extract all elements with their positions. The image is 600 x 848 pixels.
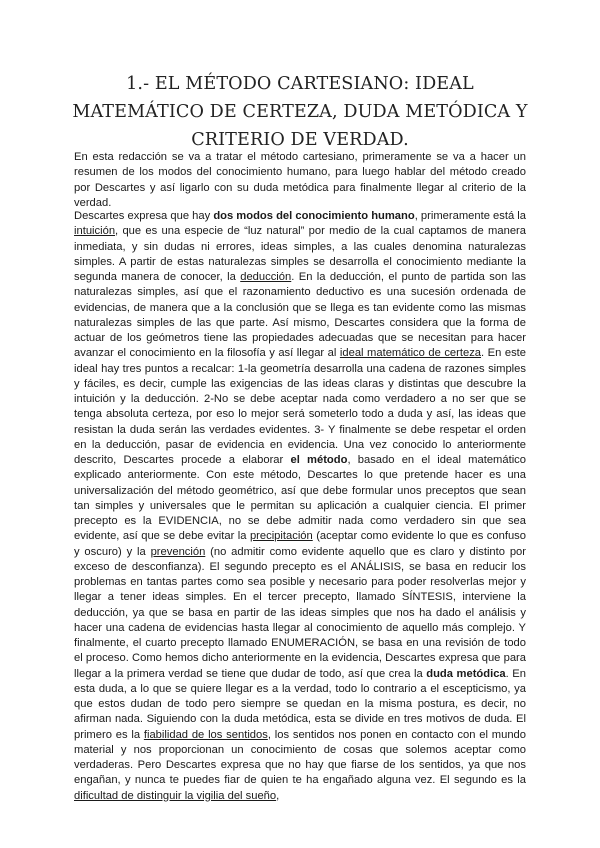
text-run: , los sentidos nos ponen en contacto con el mundo material y nos proporcionan un conocimiento de cosas que solemos aceptar como verdaderas. Pero Descartes expresa que no hay que fiarse de los sentidos, ya que nos engañan, y nunca te puedes fiar de quien te ha engañado alguna vez. El segundo es la <box>74 728 526 787</box>
underlined-term-ideal: ideal matemático de certeza <box>339 347 482 360</box>
underlined-term-precipitacion: precipitación <box>249 530 313 543</box>
text-run: , que es una especie de “luz natural” por medio de la cual captamos de manera inmediata, y sin dudas ni errores, ideas simples, a las cuales denomina naturalezas simples. A partir de estas naturalezas simples se desarrolla el conocimiento mediante la segunda manera de conocer, la <box>74 225 526 283</box>
text-run: . En este ideal hay tres puntos a recalcar: 1-la geometría desarrolla una cadena de razones simples y fáciles, es decir, cumple las exigencias de las ideas claras y distintas que descubre la intuición y la deducción. 2-No se debe aceptar nada como verdadero a no ser que se tenga absoluta certeza, por eso lo mejor será someterlo todo a duda y así, las ideas que resistan la duda serán las verdades evidentes. 3- Y finalmente se debe respetar el orden en la deducción, pasar de evidencia en evidencia. Una vez conocido lo anteriormente descrito, Descartes procede a elaborar <box>74 347 527 466</box>
text-run: , basado en el ideal matemático explicado anteriormente. Con este método, Descartes lo que pretende hacer es una universalización del método geométrico, así que debe formular unos preceptos que sean tan simples y universales que le permitan su aplicación a cualquier ciencia. El primer precepto es la EVIDENCIA, no se debe admitir nada como verdadero sin que sea evidente, así que se debe evitar la <box>74 454 526 543</box>
bold-term-dos-modos: dos modos del conocimiento humano <box>213 210 415 222</box>
text-run: . En esta duda, a lo que se quiere llegar es a la verdad, todo lo contrario a el escepticismo, ya que estos dudan de todo pero siempre se quedan en la misma postura, es decir, no afirman nada. Siguiendo con la duda metódica, esta se divide en tres motivos de duda. El primero es la <box>74 667 526 741</box>
intro-paragraph: En esta redacción se va a tratar el método cartesiano, primeramente se va a hacer un resumen de los modos del conocimiento humano, para luego hablar del método creado por Descartes y así ligarlo con su duda metódica para finalmente llegar al criterio de la verdad. <box>74 151 526 209</box>
text-run: (aceptar como evidente lo que es confuso y oscuro) y la <box>74 530 526 558</box>
bold-term-duda: duda metódica <box>426 667 506 680</box>
text-run: . En la deducción, el punto de partida son las naturalezas simples, así que el razonamiento deductivo es una sucesión ordenada de evidencias, de manera que a la conclusión que se llega es tan evidente como las mismas naturalezas simples de las que parte. Así mismo, Descartes considera que la forma de actuar de los geómetros tiene las propiedades adecuadas que se necesitan para hacer avanzar el conocimiento en la filosofía y así llegar al <box>74 271 527 360</box>
bold-term-metodo: el método <box>290 454 348 466</box>
text-run: (no admitir como evidente aquello que es claro y distinto por exceso de desconfianza). El segundo precepto es el ANÁLISIS, se basa en reducir los problemas en tantas partes como sea posible y necesario para poder resolverlas mejor y llegar a tener ideas simples. En el tercer precepto, llamado SÍNTESIS, interviene la deducción, ya que se basa en partir de las ideas simples que nos ha dado el análisis y hacer una cadena de evidencias hasta llegar al conocimiento de aquello más complejo. Y finalmente, el cuarto precepto llamado ENUMERACIÓN, se basa en una revisión de todo el proceso. Como hemos dicho anteriormente en la evidencia, Descartes expresa que para llegar a la primera verdad se tiene que dudar de todo, así que crea la <box>74 545 526 680</box>
underlined-term-fiabilidad: fiabilidad de los sentidos <box>143 728 268 741</box>
underlined-term-prevencion: prevención <box>150 545 206 558</box>
document-title: 1.- EL MÉTODO CARTESIANO: IDEAL MATEMÁTICO DE CERTEZA, DUDA METÓDICA Y CRITERIO DE VERDAD. <box>72 74 528 150</box>
underlined-term-dificultad: dificultad de distinguir la vigilia del sueño <box>74 789 277 802</box>
body-paragraph <box>74 209 526 804</box>
text-run: Descartes expresa que hay <box>74 210 214 222</box>
text-run: , primeramente está la <box>414 210 527 222</box>
underlined-term-deduccion: deducción <box>240 271 292 283</box>
underlined-term-intuicion: intuición <box>74 225 116 238</box>
text-run: , <box>276 789 280 802</box>
